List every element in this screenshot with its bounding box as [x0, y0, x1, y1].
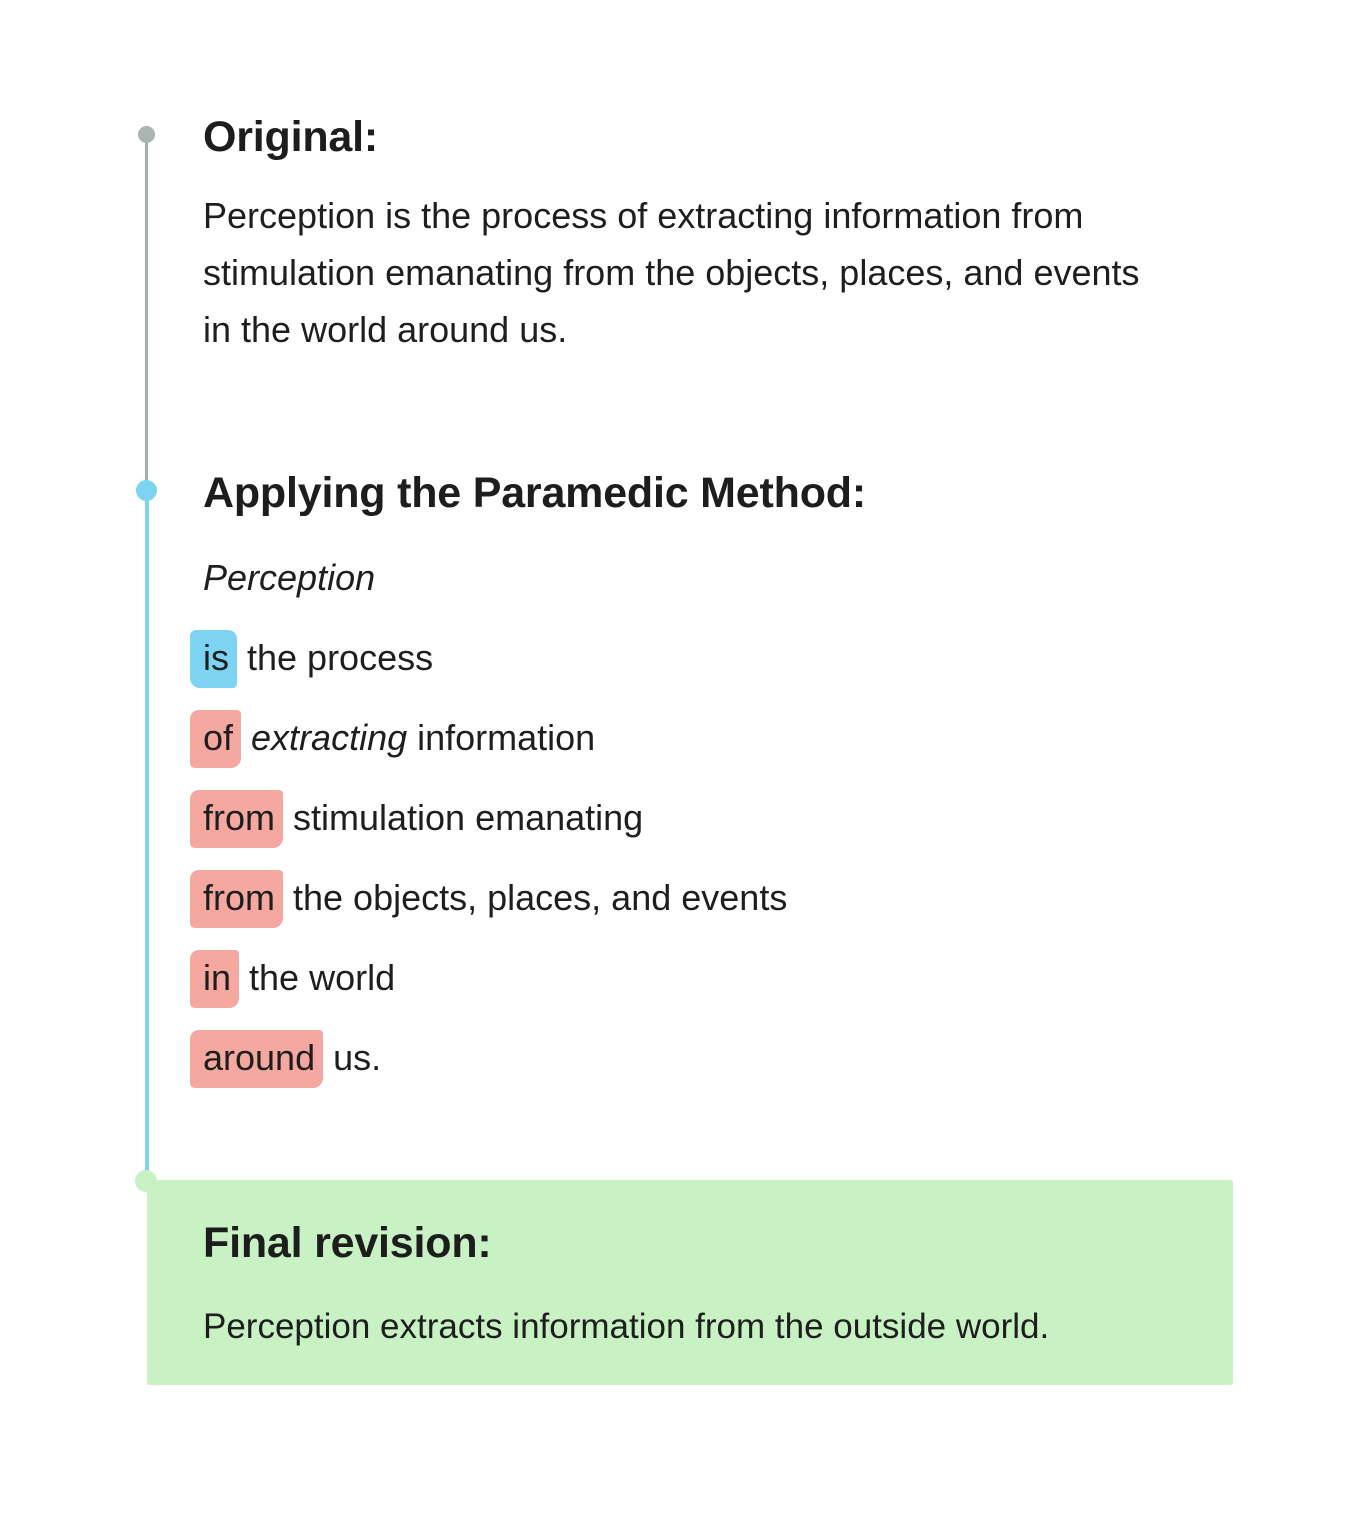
original-paragraph-line-3: in the world around us.	[203, 309, 568, 350]
pink-highlight-word: in	[190, 950, 239, 1008]
final-revision-box	[147, 1180, 1233, 1385]
pink-highlight-word: from	[190, 870, 283, 928]
timeline-dot-paramedic-method	[136, 480, 157, 501]
line-text: stimulation emanating	[293, 797, 644, 838]
paramedic-method-heading: Applying the Paramedic Method:	[203, 469, 866, 517]
line-text: the objects, places, and events	[293, 877, 788, 918]
pink-highlight-word: of	[190, 710, 241, 768]
paramedic-line-in-the-world	[203, 955, 1303, 1001]
line-text: the process	[247, 637, 434, 678]
final-revision-heading: Final revision:	[203, 1219, 492, 1267]
original-heading: Original:	[203, 113, 378, 161]
timeline-segment-gray	[145, 135, 148, 490]
original-paragraph-line-1: Perception is the process of extracting information from	[203, 195, 1084, 236]
original-paragraph-line-2: stimulation emanating from the objects, places, and events	[203, 252, 1140, 293]
pink-highlight-word: from	[190, 790, 283, 848]
line-text: information	[417, 717, 596, 758]
timeline-segment-blue	[145, 490, 149, 1181]
paramedic-method-section	[203, 468, 1303, 1081]
pink-highlight-word: around	[190, 1030, 323, 1088]
paramedic-line-from-stimulation	[203, 795, 1303, 841]
italic-word: extracting	[251, 717, 408, 758]
line-text: the world	[249, 957, 396, 998]
blue-highlight-word: is	[190, 630, 237, 688]
timeline-dot-original	[138, 126, 155, 143]
paramedic-line-from-the-objects	[203, 875, 1303, 921]
paramedic-line-of-extracting-information	[203, 715, 1303, 761]
line-text: us.	[333, 1037, 382, 1078]
final-revision-text: Perception extracts information from the outside world.	[203, 1307, 1050, 1346]
italic-word: Perception	[203, 557, 376, 598]
paramedic-line-perception	[203, 555, 1303, 601]
original-section	[203, 112, 1303, 358]
original-paragraph	[203, 187, 1303, 358]
paramedic-line-around-us	[203, 1035, 1303, 1081]
paramedic-line-is-the-process	[203, 635, 1303, 681]
